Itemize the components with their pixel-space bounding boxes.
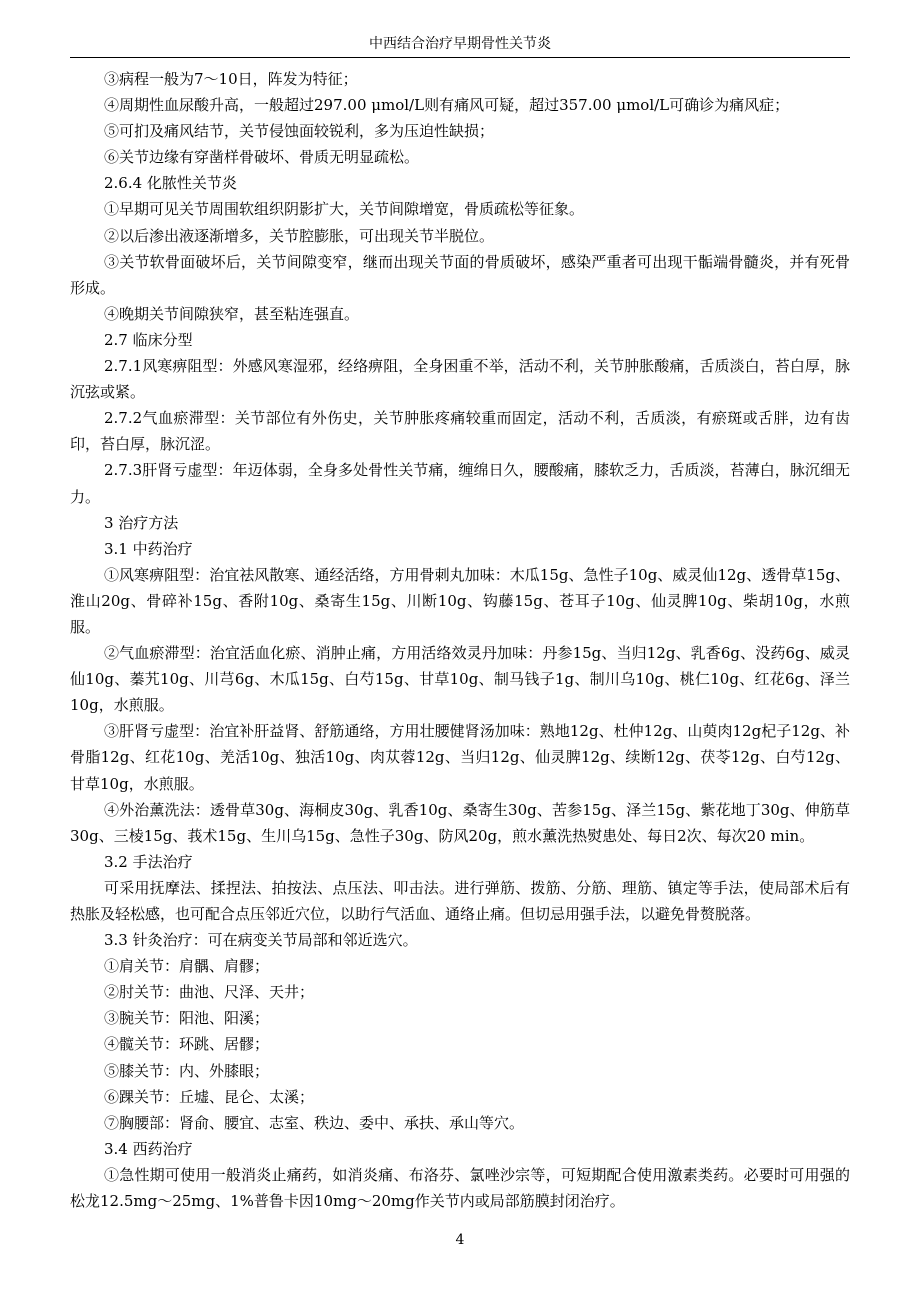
page-header-title: 中西结合治疗早期骨性关节炎 [369, 36, 551, 52]
paragraph: 2.7.2气血瘀滞型：关节部位有外伤史，关节肿胀疼痛较重而固定，活动不利，舌质淡，有瘀斑或舌胖，边有齿印，苔白厚，脉沉涩。 [70, 409, 850, 454]
paragraph: ①急性期可使用一般消炎止痛药，如消炎痛、布洛芬、氯唑沙宗等，可短期配合使用激素类药。必要时可用强的松龙12.5mg～25mg、1%普鲁卡因10mg～20mg作关节内或局部筋膜封闭治疗。 [70, 1165, 850, 1211]
paragraph: ③肝肾亏虚型：治宜补肝益肾、舒筋通络，方用壮腰健肾汤加味：熟地12g、杜仲12g、山萸肉12g杞子12g、补骨脂12g、红花10g、羌活10g、独活10g、肉苁蓉12g、当归12g、仙灵脾12g、续断12g、茯苓12g、白芍12g、甘草10g，水煎服。 [70, 722, 850, 793]
paragraph: ①早期可见关节周围软组织阴影扩大，关节间隙增宽，骨质疏松等征象。 [104, 200, 585, 219]
paragraph: ②以后渗出液逐渐增多，关节腔膨胀，可出现关节半脱位。 [104, 226, 495, 245]
section-heading: 3.4 西药治疗 [104, 1139, 193, 1158]
section-heading: 3 治疗方法 [104, 513, 179, 532]
paragraph: ①风寒痹阻型：治宜祛风散寒、通经活络，方用骨刺丸加味：木瓜15g、急性子10g、威灵仙12g、透骨草15g、淮山20g、骨碎补15g、香附10g、桑寄生15g、川断10g、钩藤15g、苍耳子10g、仙灵脾10g、柴胡10g，水煎服。 [70, 565, 850, 636]
section-heading: 3.2 手法治疗 [104, 852, 193, 871]
paragraph: ④周期性血尿酸升高，一般超过297.00 μmol/L则有痛风可疑，超过357.00 μmol/L可确诊为痛风症； [104, 96, 790, 115]
paragraph: ⑥踝关节：丘墟、昆仑、太溪； [104, 1087, 315, 1106]
paragraph: ⑤膝关节：内、外膝眼； [104, 1061, 270, 1080]
paragraph: ①肩关节：肩髃、肩髎； [104, 957, 270, 976]
paragraph: 2.7.1风寒痹阻型：外感风寒湿邪，经络痹阻，全身困重不举，活动不利，关节肿胀酸痛，舌质淡白，苔白厚，脉沉弦或紧。 [70, 357, 850, 402]
section-heading: 3.1 中药治疗 [104, 539, 193, 558]
paragraph: ②肘关节：曲池、尺泽、天井； [104, 983, 315, 1002]
paragraph: ④外治薰洗法：透骨草30g、海桐皮30g、乳香10g、桑寄生30g、苦参15g、泽兰15g、紫花地丁30g、伸筋草30g、三棱15g、莪术15g、生川乌15g、急性子30g、防风20g，煎水薰洗热熨患处、每日2次、每次20 min。 [70, 800, 850, 845]
paragraph: ⑤可扪及痛风结节，关节侵蚀面较锐利，多为压迫性缺损； [104, 122, 495, 141]
section-heading: 2.6.4 化脓性关节炎 [104, 174, 237, 193]
paragraph: ④晚期关节间隙狭窄，甚至粘连强直。 [104, 304, 360, 323]
paragraph: 可采用抚摩法、揉捏法、拍按法、点压法、叩击法。进行弹筋、拨筋、分筋、理筋、镇定等手法，使局部术后有热胀及轻松感，也可配合点压邻近穴位，以助行气活血、通络止痛。但切忌用强手法，以避免骨赘脱落。 [70, 878, 850, 923]
section-heading: 3.3 针灸治疗：可在病变关节局部和邻近选穴。 [104, 931, 418, 950]
header-divider [70, 57, 850, 58]
paragraph: ②气血瘀滞型：治宜活血化瘀、消肿止痛，方用活络效灵丹加味：丹参15g、当归12g、乳香6g、没药6g、威灵仙10g、蓁艽10g、川芎6g、木瓜15g、白芍15g、甘草10g、制马钱子1g、制川乌10g、桃仁10g、红花6g、泽兰10g，水煎服。 [70, 644, 850, 715]
document-body [70, 66, 850, 1214]
paragraph: ③关节软骨面破坏后，关节间隙变窄，继而出现关节面的骨质破坏，感染严重者可出现干骺端骨髓炎，并有死骨形成。 [70, 252, 850, 297]
section-heading: 2.7 临床分型 [104, 330, 193, 349]
page-number: 4 [455, 1232, 465, 1248]
paragraph: ③病程一般为7～10日，阵发为特征； [104, 70, 358, 88]
paragraph: ⑦胸腰部：肾俞、腰宜、志室、秩边、委中、承扶、承山等穴。 [104, 1113, 525, 1132]
paragraph: ③腕关节：阳池、阳溪； [104, 1009, 270, 1028]
paragraph: ④髋关节：环跳、居髎； [104, 1035, 270, 1054]
paragraph: 2.7.3肝肾亏虚型：年迈体弱，全身多处骨性关节痛，缠绵日久，腰酸痛，膝软乏力，舌质淡，苔薄白，脉沉细无力。 [70, 461, 850, 506]
paragraph: ⑥关节边缘有穿凿样骨破坏、骨质无明显疏松。 [104, 148, 420, 167]
